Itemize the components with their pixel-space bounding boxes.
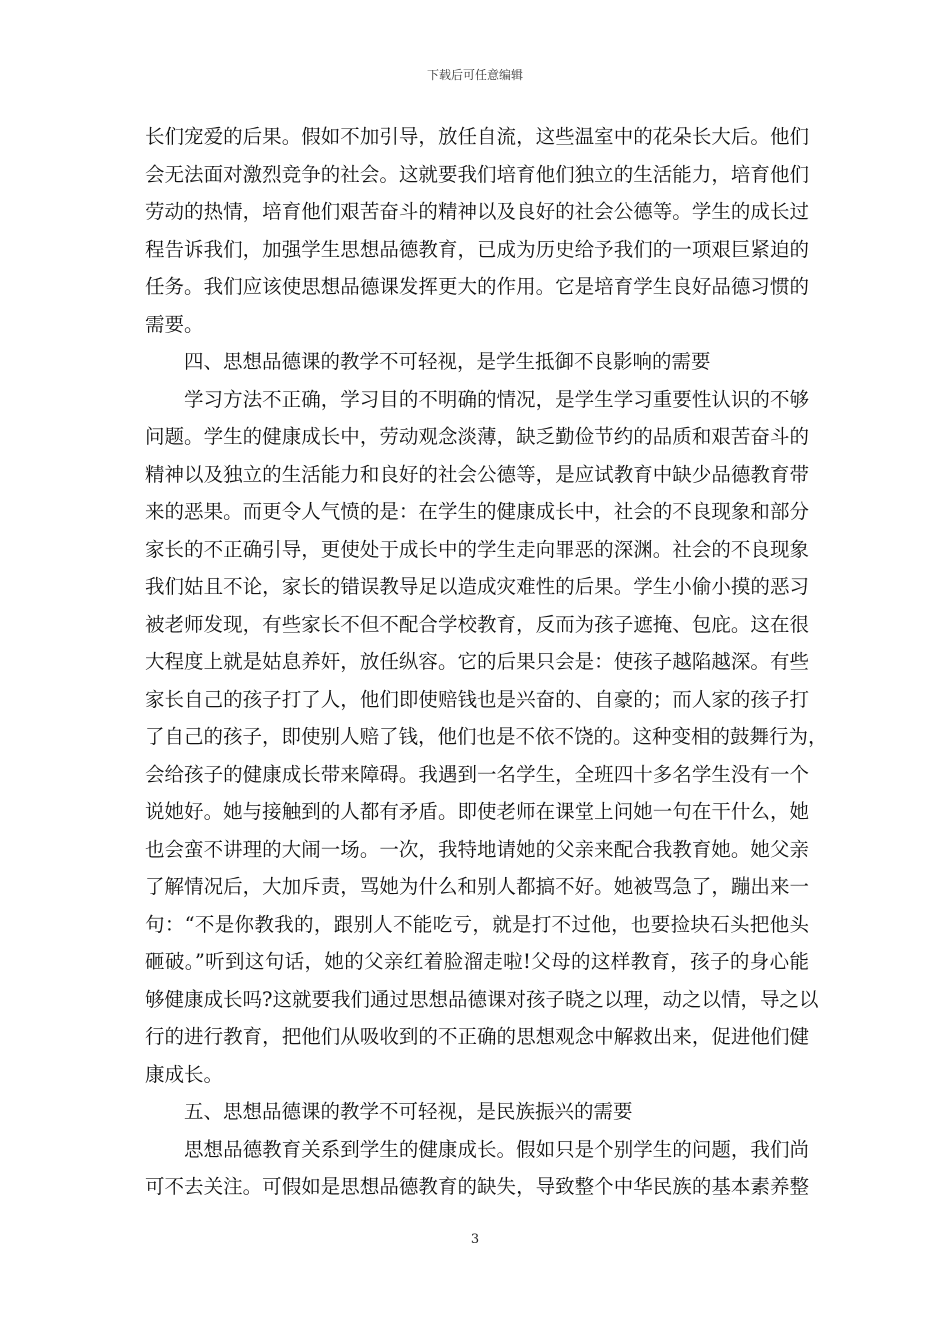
text-line: 会给孩子的健康成长带来障碍。我遇到一名学生，全班四十多名学生没有一个	[145, 762, 809, 786]
text-line: 学习方法不正确，学习目的不明确的情况，是学生学习重要性认识的不够	[184, 387, 809, 411]
text-line: 四、思想品德课的教学不可轻视，是学生抵御不良影响的需要	[184, 350, 711, 373]
text-line: 也会蛮不讲理的大闹一场。一次，我特地请她的父亲来配合我教育她。她父亲	[145, 837, 809, 861]
text-line: 可不去关注。可假如是思想品德教育的缺失，导致整个中华民族的基本素养整	[145, 1175, 809, 1198]
paragraph	[145, 118, 809, 343]
text-line: 需要。	[145, 312, 204, 336]
document-body	[145, 118, 828, 1206]
text-line: 五、思想品德课的教学不可轻视，是民族振兴的需要	[184, 1100, 633, 1123]
section-heading	[145, 1093, 809, 1131]
text-line: 了解情况后，大加斥责，骂她为什么和别人都搞不好。她被骂急了，蹦出来一	[145, 875, 809, 898]
text-line: 精神以及独立的生活能力和良好的社会公德等，是应试教育中缺少品德教育带	[145, 462, 809, 486]
text-line: 长们宠爱的后果。假如不加引导，放任自流，这些温室中的花朵长大后。他们	[145, 125, 809, 148]
text-line: 大程度上就是姑息养奸，放任纵容。它的后果只会是：使孩子越陷越深。有些	[145, 650, 809, 673]
text-line: 行的进行教育，把他们从吸收到的不正确的思想观念中解救出来，促进他们健	[145, 1025, 809, 1048]
text-line: 够健康成长吗?这就要我们通过思想品德课对孩子晓之以理，动之以情，导之以	[145, 987, 819, 1011]
text-line: 问题。学生的健康成长中，劳动观念淡薄，缺乏勤俭节约的品质和艰苦奋斗的	[145, 425, 809, 448]
text-line: 家长自己的孩子打了人，他们即使赔钱也是兴奋的、自豪的；而人家的孩子打	[145, 687, 809, 711]
page-header: 下载后可任意编辑	[426, 68, 523, 82]
text-line: 康成长。	[145, 1062, 224, 1086]
text-line: 句：“不是你教我的，跟别人不能吃亏，就是打不过他，也要捡块石头把他头	[145, 912, 809, 936]
text-line: 被老师发现，有些家长不但不配合学校教育，反而为孩子遮掩、包庇。这在很	[145, 612, 809, 636]
text-line: 任务。我们应该使思想品德课发挥更大的作用。它是培育学生良好品德习惯的	[145, 275, 809, 298]
text-line: 劳动的热情，培育他们艰苦奋斗的精神以及良好的社会公德等。学生的成长过	[145, 200, 809, 223]
text-line: 会无法面对激烈竞争的社会。这就要我们培育他们独立的生活能力，培育他们	[145, 162, 809, 186]
text-line: 程告诉我们，加强学生思想品德教育，已成为历史给予我们的一项艰巨紧迫的	[145, 237, 809, 261]
text-line: 家长的不正确引导，更使处于成长中的学生走向罪恶的深渊。社会的不良现象	[145, 537, 809, 561]
paragraph	[145, 381, 828, 1094]
text-line: 了自己的孩子，即使别人赔了钱，他们也是不依不饶的。这种变相的鼓舞行为，	[145, 725, 828, 748]
text-line: 说她好。她与接触到的人都有矛盾。即使老师在课堂上问她一句在干什么，她	[145, 800, 809, 823]
text-line: 我们姑且不论，家长的错误教导足以造成灾难性的后果。学生小偷小摸的恶习	[145, 575, 809, 598]
text-line: 来的恶果。而更令人气愤的是：在学生的健康成长中，社会的不良现象和部分	[145, 500, 809, 523]
paragraph	[145, 1131, 809, 1206]
text-line: 思想品德教育关系到学生的健康成长。假如只是个别学生的问题，我们尚	[184, 1137, 809, 1161]
text-line: 砸破。”听到这句话，她的父亲红着脸溜走啦!父母的这样教育，孩子的身心能	[145, 950, 809, 973]
section-heading	[145, 343, 809, 381]
page-number: 3	[470, 1232, 480, 1247]
